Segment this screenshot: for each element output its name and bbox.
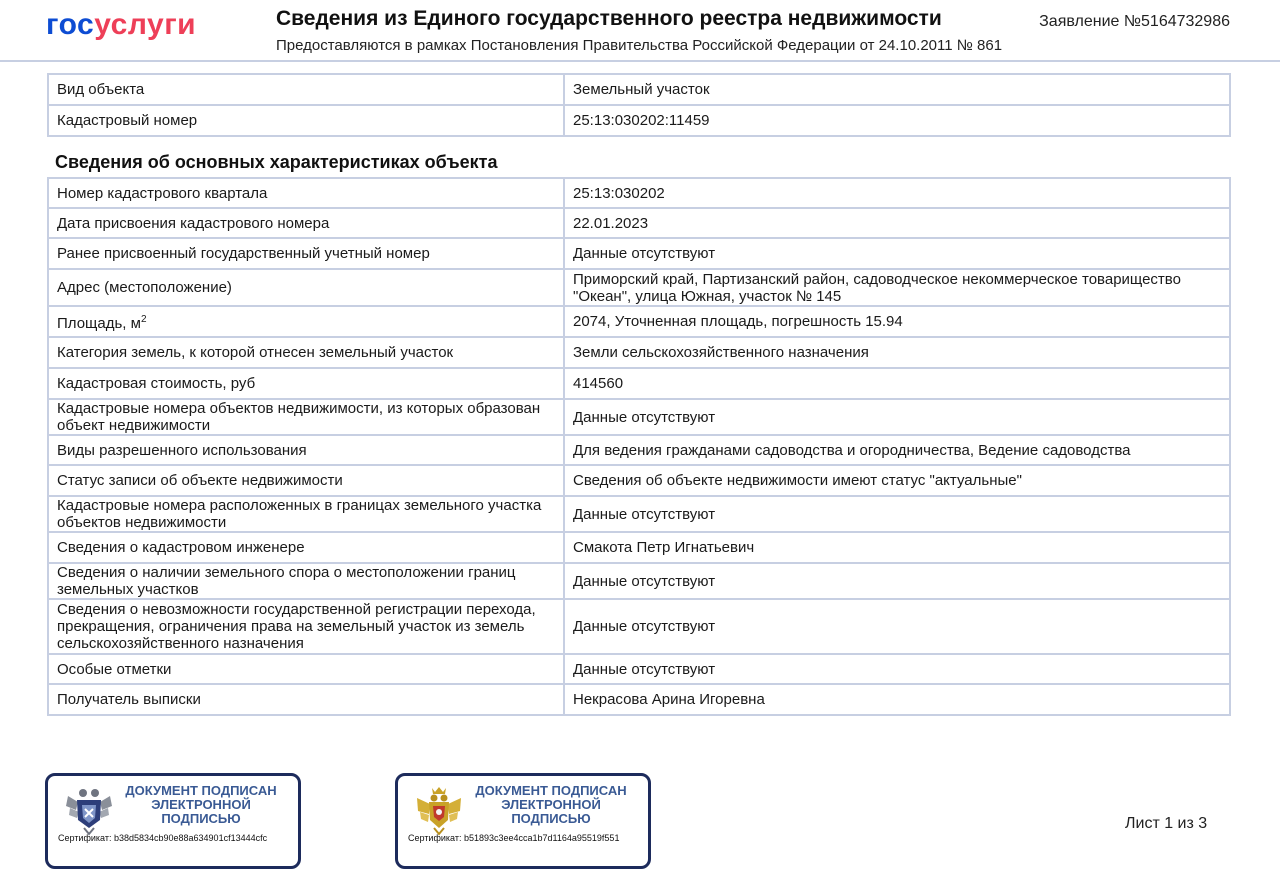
row-label: Получатель выписки: [48, 684, 564, 715]
row-label: Вид объекта: [48, 74, 564, 105]
table-row: [48, 368, 1230, 399]
row-value: Земельный участок: [564, 74, 1230, 105]
row-value: Данные отсутствуют: [564, 238, 1230, 269]
logo-part-uslugi: услуги: [94, 8, 197, 41]
document-title: Сведения из Единого государственного реестра недвижимости: [276, 7, 942, 30]
table-row: [48, 269, 1230, 306]
characteristics-table: [47, 177, 1231, 716]
row-value: Данные отсутствуют: [564, 599, 1230, 654]
table-row: [48, 337, 1230, 368]
table-row: [48, 178, 1230, 208]
table-row: [48, 399, 1230, 435]
row-label: [48, 306, 564, 337]
e-signature-stamp: [45, 773, 301, 869]
gosuslugi-logo[interactable]: [46, 8, 196, 42]
row-label: Кадастровые номера объектов недвижимости, из которых образован объект недвижимости: [48, 399, 564, 435]
table-row: [48, 496, 1230, 532]
row-label: Виды разрешенного использования: [48, 435, 564, 465]
row-value: Для ведения гражданами садоводства и огородничества, Ведение садоводства: [564, 435, 1230, 465]
row-value: Данные отсутствуют: [564, 496, 1230, 532]
row-label-text: Площадь, м: [57, 315, 141, 332]
document-subtitle: Предоставляются в рамках Постановления Правительства Российской Федерации от 24.10.2011 № 861: [276, 37, 1003, 54]
table-row: [48, 563, 1230, 599]
table-row: [48, 208, 1230, 238]
stamp-certificate: Сертификат: b51893c3ee4cca1b7d1164a95519f551: [408, 833, 620, 843]
table-row: [48, 306, 1230, 337]
stamp-certificate: Сертификат: b38d5834cb90e88a634901cf13444cfc: [58, 833, 268, 843]
e-signature-stamp: [395, 773, 651, 869]
row-value: Земли сельскохозяйственного назначения: [564, 337, 1230, 368]
row-label: Сведения о кадастровом инженере: [48, 532, 564, 563]
row-value: 25:13:030202:11459: [564, 105, 1230, 136]
row-label: Кадастровые номера расположенных в границах земельного участка объектов недвижимости: [48, 496, 564, 532]
stamp-text: ДОКУМЕНТ ПОДПИСАН ЭЛЕКТРОННОЙ ПОДПИСЬЮ: [475, 783, 627, 826]
table-row: [48, 74, 1230, 105]
object-info-table: [47, 73, 1231, 137]
row-label: Кадастровая стоимость, руб: [48, 368, 564, 399]
table-row: [48, 654, 1230, 684]
row-value: 2074, Уточненная площадь, погрешность 15.94: [564, 306, 1230, 337]
application-number: Заявление №5164732986: [1039, 13, 1230, 30]
row-label: Ранее присвоенный государственный учетный номер: [48, 238, 564, 269]
row-label: Кадастровый номер: [48, 105, 564, 136]
row-value: Данные отсутствуют: [564, 654, 1230, 684]
row-label: Статус записи об объекте недвижимости: [48, 465, 564, 496]
row-label: Номер кадастрового квартала: [48, 178, 564, 208]
row-value: 414560: [564, 368, 1230, 399]
area-unit-superscript: 2: [140, 314, 147, 325]
row-label: Сведения о невозможности государственной регистрации перехода, прекращения, ограничения права на земельный участок из земель сельскохозяйственного назначения: [48, 599, 564, 654]
row-label: Категория земель, к которой отнесен земельный участок: [48, 337, 564, 368]
row-value: Данные отсутствуют: [564, 399, 1230, 435]
table-row: [48, 105, 1230, 136]
russia-coat-of-arms-icon: [414, 784, 464, 836]
section-heading: Сведения об основных характеристиках объекта: [55, 152, 498, 172]
table-row: [48, 532, 1230, 563]
row-label: Адрес (местоположение): [48, 269, 564, 306]
table-row: [48, 238, 1230, 269]
row-value: Смакота Петр Игнатьевич: [564, 532, 1230, 563]
rosreestr-emblem-icon: [64, 784, 114, 836]
row-value: 22.01.2023: [564, 208, 1230, 238]
row-value: Приморский край, Партизанский район, садоводческое некоммерческое товарищество "Океан", улица Южная, участок № 145: [564, 269, 1230, 306]
row-label: Дата присвоения кадастрового номера: [48, 208, 564, 238]
row-label: Сведения о наличии земельного спора о местоположении границ земельных участков: [48, 563, 564, 599]
table-row: [48, 599, 1230, 654]
logo-part-gos: гос: [46, 8, 95, 41]
stamp-text: ДОКУМЕНТ ПОДПИСАН ЭЛЕКТРОННОЙ ПОДПИСЬЮ: [125, 783, 277, 826]
row-value: 25:13:030202: [564, 178, 1230, 208]
table-row: [48, 435, 1230, 465]
page-counter: Лист 1 из 3: [1125, 815, 1208, 832]
table-row: [48, 465, 1230, 496]
row-label: Особые отметки: [48, 654, 564, 684]
row-value: Сведения об объекте недвижимости имеют статус "актуальные": [564, 465, 1230, 496]
table-row: [48, 684, 1230, 715]
document-header: [0, 0, 1280, 62]
row-value: Некрасова Арина Игоревна: [564, 684, 1230, 715]
row-value: Данные отсутствуют: [564, 563, 1230, 599]
